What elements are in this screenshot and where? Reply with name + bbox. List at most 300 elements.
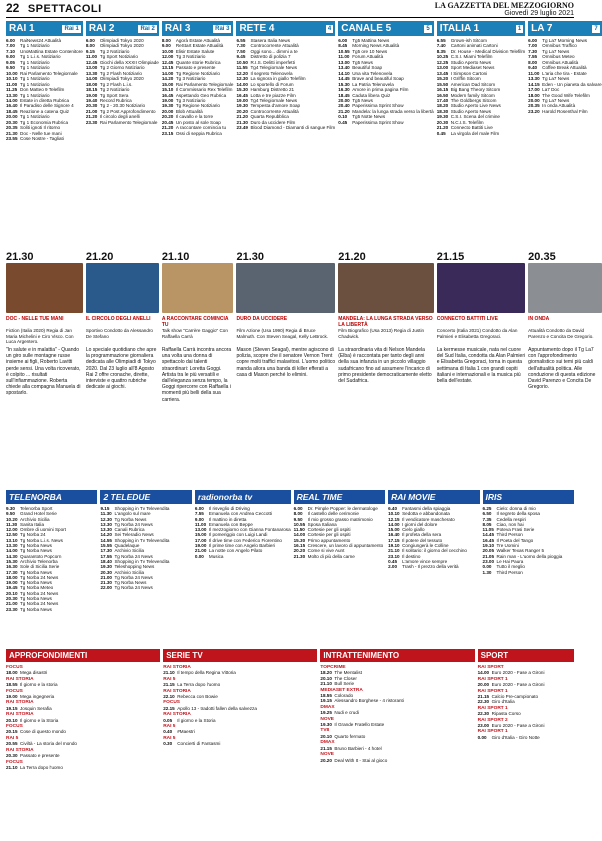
- schedule-time: 17.40: [436, 97, 449, 103]
- schedule-title: #Maestri: [177, 729, 195, 735]
- schedule-time: 14.00: [477, 670, 490, 676]
- schedule-time: 18.00: [6, 574, 18, 580]
- schedule-row[interactable]: [163, 741, 317, 746]
- schedule-time: 7.00: [528, 43, 538, 49]
- schedule-title: Deal With It - Stai al gioco: [334, 757, 388, 763]
- schedule-title: Agorà Estate Attualità: [175, 38, 220, 43]
- schedule-title: Musica: [208, 553, 224, 559]
- schedule-time: 13.00: [436, 65, 449, 71]
- schedule-title: Modern family Sitcom: [450, 92, 495, 98]
- schedule-time: 16.15: [293, 543, 306, 549]
- schedule-title: Tg Sport Notiziario: [99, 54, 138, 60]
- schedule-time: 16.40: [6, 103, 18, 109]
- schedule-time: 18.40: [100, 558, 112, 564]
- schedule-time: 16.40: [388, 532, 400, 538]
- channel-logo: Rai 3: [215, 25, 230, 32]
- schedule-time: 15.00: [388, 527, 400, 533]
- schedule-title: Trash - Il prezzo della verità: [402, 564, 459, 570]
- schedule-title: Big Bang Theory Sitcom: [450, 87, 501, 93]
- schedule-title: Rebecca con Bowie: [177, 694, 218, 700]
- schedule-title: Il prime time con Angelo Barbieri: [208, 543, 276, 549]
- schedule-title: Archivio Sicilia: [20, 516, 50, 522]
- schedule-row[interactable]: [86, 120, 159, 125]
- highlight-title[interactable]: MANDELA: LA LUNGA STRADA VERSO LA LIBERTÀ: [338, 316, 433, 328]
- schedule-time: 11.00: [194, 521, 207, 527]
- highlight-title[interactable]: DURO DA UCCIDERE: [236, 316, 288, 322]
- highlight-description: "In salute e in malattia" - Quando un giro sulle montagne russe insieme ai figli, Roberto Lavitti perde sensi. Una volta ricoverato, è colpito ... risultati sull'infiammazione. Roberta chiede alla compagna Manuela di spostarlo.: [6, 347, 81, 397]
- schedule-title: Blob Attualità: [175, 108, 203, 114]
- schedule-title: Tg Norba 24 News: [20, 601, 59, 607]
- schedule-title: Civiltà - La storia del mondo: [20, 741, 77, 747]
- schedule-title: Tg5 News: [352, 97, 373, 103]
- section-column: [6, 649, 160, 840]
- schedule-title: Tg Norba News: [20, 606, 52, 612]
- highlight-title[interactable]: IN ONDA: [528, 316, 550, 322]
- schedule-title: Tg Norba 24 News: [20, 574, 59, 580]
- schedule-time: 8.05: [482, 521, 492, 527]
- schedule-row[interactable]: [6, 753, 160, 758]
- schedule-time: 7.35: [482, 516, 492, 522]
- section-channel: RAI STORIA: [6, 712, 34, 718]
- schedule-row[interactable]: [195, 554, 291, 559]
- highlight-time: 21.30: [6, 251, 34, 263]
- channel-column: [6, 21, 83, 412]
- schedule-time: 14.45: [482, 532, 495, 538]
- schedule-row[interactable]: [6, 607, 97, 612]
- schedule-title: Dr. Pimple Popper: le dermatologe: [307, 506, 378, 511]
- section-header: INTRATTENIMENTO: [320, 649, 474, 662]
- highlight-time: 20.35: [528, 251, 556, 263]
- schedule-title: Il destino: [402, 553, 421, 559]
- schedule-title: Passato e presente: [20, 753, 60, 759]
- schedule-title: La7 Doc: [542, 87, 560, 93]
- schedule-time: 17.00: [194, 537, 207, 543]
- schedule-time: 19.45: [6, 585, 18, 591]
- schedule-row[interactable]: [163, 706, 317, 711]
- schedule-time: 21.10: [320, 681, 332, 687]
- schedule-title: Il Grande Fratello Estate: [334, 722, 385, 728]
- local-channel-column: [6, 490, 97, 642]
- schedule-title: Sei Teleradio News: [114, 532, 154, 538]
- schedule-title: Ripasta Corso: [491, 711, 521, 717]
- schedule-row[interactable]: [320, 722, 474, 727]
- schedule-title: Euro 2020 - Fase a Gironi: [491, 723, 545, 729]
- schedule-row[interactable]: [483, 570, 574, 575]
- schedule-row[interactable]: [163, 670, 317, 675]
- schedule-time: 6.40: [388, 506, 398, 511]
- schedule-title: Shopping in Tv Televendita: [114, 558, 170, 564]
- schedule-title: Archivio Sicilia: [114, 569, 145, 575]
- section-header: SPORT: [478, 649, 574, 662]
- schedule-row[interactable]: [6, 729, 160, 734]
- schedule-title: Tempesta d'amore Soap: [250, 103, 301, 109]
- schedule-time: 19.30: [161, 103, 174, 109]
- schedule-time: 9.30: [6, 506, 15, 511]
- schedule-time: 11.00: [6, 81, 18, 87]
- schedule-time: 15.00: [194, 532, 207, 538]
- schedule-title: Tg5 Mattina News: [352, 38, 390, 43]
- schedule-time: 14.00: [236, 81, 248, 87]
- schedule-time: 16.45: [482, 537, 495, 543]
- highlight: [236, 251, 335, 412]
- schedule-time: 7.55: [528, 54, 538, 60]
- schedule-title: Tg 2 Notiziario: [99, 48, 130, 54]
- schedule-title: Grand Hotel Serie: [20, 511, 57, 517]
- schedule-time: 15.10: [161, 87, 174, 93]
- schedule-time: 15.30: [338, 81, 350, 87]
- schedule-time: 14.00: [161, 70, 174, 76]
- schedule-time: 0.40: [163, 729, 173, 735]
- schedule-title: Archivio Sicilia: [114, 548, 145, 554]
- schedule-title: Forum Attualità: [352, 54, 384, 60]
- schedule-row[interactable]: [478, 735, 574, 740]
- schedule-row[interactable]: [6, 718, 160, 723]
- schedule-time: 22.00: [100, 585, 112, 591]
- highlight-photo: [162, 263, 234, 313]
- schedule-time: 14.00: [293, 532, 306, 538]
- schedule-time: 19.10: [482, 543, 495, 549]
- schedule-title: La signora in giallo Telefilm: [250, 76, 306, 82]
- schedule-title: Omnibus Attualità: [542, 59, 579, 65]
- schedule-title: Controcorrente Attualità: [250, 108, 299, 114]
- page-number: 22: [6, 1, 20, 15]
- channel-logo: Rai 2: [140, 25, 155, 32]
- section-channel: RAI 5: [6, 735, 19, 741]
- schedule-time: 9.00: [161, 43, 171, 49]
- schedule-title: Tg 1 Notiziario: [20, 59, 50, 65]
- schedule-title: Doc - Nelle tue mani: [20, 130, 62, 136]
- schedule-time: 21.20: [85, 114, 98, 120]
- schedule-title: Tg 2 Flash Notiziario: [99, 70, 142, 76]
- schedule-title: Tg La7 News: [542, 48, 570, 54]
- schedule-time: 20.35: [528, 103, 540, 109]
- schedule-time: 23.55: [6, 136, 18, 142]
- schedule-time: 11.50: [293, 527, 305, 533]
- schedule-title: Il giorno e la Storia: [20, 717, 59, 723]
- schedule-time: 21.30: [293, 553, 306, 559]
- schedule-row[interactable]: [437, 131, 525, 136]
- schedule-time: 13.10: [6, 537, 18, 543]
- schedule-title: L'aria che tira - Estate: [542, 70, 587, 76]
- highlight-photo: [86, 263, 159, 313]
- schedule-time: 20.30: [6, 753, 18, 759]
- schedule-title: Tg 3 Notiziario: [175, 54, 206, 60]
- schedule-time: 19.00: [161, 97, 174, 103]
- schedule-title: Tg5 News: [352, 59, 373, 65]
- highlight-description: La straordinaria vita di Nelson Mandela (Elba) è raccontata per tanto degli anni della sua infanzia in un piccolo villaggio sudafricano fino ad assumere l'incarico di primo presidente democraticamente eletto del Sudafrica.: [338, 347, 432, 385]
- schedule-time: 13.30: [100, 527, 112, 533]
- highlight-description: Appuntamento dopo il Tg La7 con l'approfondimento giornalistico sui temi più caldi dell'attualità politica. Alle conduzione di questa edizione David Parenzo e Concita De Gregorio.: [528, 347, 596, 391]
- schedule-title: Il potere del tessuto: [402, 537, 443, 543]
- schedule-row[interactable]: [388, 564, 479, 569]
- schedule-time: 0.45: [338, 119, 348, 125]
- schedule-time: 16.15: [436, 87, 449, 93]
- schedule-row[interactable]: [320, 734, 474, 739]
- schedule-time: 21.30: [6, 130, 18, 136]
- highlight-photo: [528, 263, 602, 313]
- schedule-title: The Closer: [334, 675, 357, 681]
- schedule-title: Congiungerà le Colline: [402, 543, 449, 549]
- schedule-title: La Patria Telenovela: [352, 81, 394, 87]
- schedule-time: 18.55: [6, 682, 18, 688]
- schedule-list: [6, 504, 97, 642]
- schedule-time: 20.30: [6, 119, 18, 125]
- schedule-title: Walker Texas Ranger 5: [496, 548, 545, 554]
- schedule-time: 11.30: [6, 521, 18, 527]
- schedule-title: Tg Norba Meteo: [20, 585, 54, 591]
- schedule-title: Rain man - L'uomo della pioggia: [496, 553, 563, 559]
- highlight-time: 21.10: [161, 251, 190, 263]
- schedule-title: Quarantoto Popcorn: [20, 553, 62, 559]
- schedule-title: Un posto al sole Soap: [175, 119, 221, 125]
- schedule-title: Bruno Barbieri - 4 hotel: [334, 745, 382, 751]
- schedule-title: Tg Norba News: [20, 548, 52, 554]
- schedule-time: 12.50: [6, 532, 18, 538]
- highlight-subtitle: Attualità Condotto da David Parenzo e Concita De Gregorio.: [528, 328, 594, 339]
- section-column: [163, 649, 317, 840]
- local-channels-grid: [6, 490, 574, 642]
- schedule-row[interactable]: [528, 109, 602, 114]
- schedule-time: 19.30: [436, 114, 449, 120]
- schedule-title: Cose di questo mondo: [20, 729, 66, 735]
- schedule-title: Tg Norba 24 News: [114, 574, 153, 580]
- schedule-title: Tg4 Telegiornale News: [250, 65, 298, 71]
- schedule-title: Il Poeta del Tango: [496, 537, 534, 543]
- schedule-row[interactable]: [163, 694, 317, 699]
- channel-column: [437, 21, 525, 412]
- local-channel-column: [195, 490, 291, 642]
- local-channel-header: REAL TIME: [294, 490, 385, 504]
- schedule-row[interactable]: [6, 706, 160, 711]
- schedule-title: Harold Rosenthal Film: [542, 108, 588, 114]
- section-column: [478, 649, 574, 840]
- highlight: [338, 251, 433, 412]
- schedule-list: [338, 36, 433, 248]
- schedule-title: Tg Norba L.i.s. News: [20, 537, 63, 543]
- schedule-time: 7.30: [528, 48, 538, 54]
- highlight-title[interactable]: IL CIRCOLO DEGLI ANELLI: [85, 316, 151, 322]
- section-channel: DMAX: [320, 740, 335, 746]
- schedule-title: Amore in prima pagina Film: [352, 87, 409, 93]
- schedule-time: 15.50: [436, 81, 449, 87]
- schedule-title: Tg 2 - 20.30 Notiziario: [99, 103, 146, 109]
- schedule-time: 19.30: [320, 722, 332, 728]
- local-channel-column: [100, 490, 191, 642]
- schedule-title: Sposa Italiana: [307, 521, 337, 527]
- schedule-row[interactable]: [478, 723, 574, 728]
- schedule-row[interactable]: [478, 711, 574, 716]
- schedule-title: Record Rubrica: [99, 97, 132, 103]
- highlight-photo: [437, 263, 525, 313]
- channel-name: RETE 4: [239, 23, 275, 34]
- schedule-time: 8.00: [528, 59, 538, 65]
- schedule-title: Colorado: [334, 693, 354, 699]
- schedule-row[interactable]: [320, 758, 474, 763]
- section-channel: FOCUS: [6, 724, 23, 730]
- schedule-time: 6.00: [528, 38, 538, 43]
- schedule-row[interactable]: [6, 670, 160, 675]
- schedule-time: 6.00: [194, 506, 204, 511]
- section-channel: RAI STORIA: [6, 676, 34, 682]
- schedule-row[interactable]: [163, 729, 317, 734]
- schedule-title: Brave and beautiful Soap: [352, 76, 404, 82]
- section-channel: RAI STORIA: [6, 747, 34, 753]
- schedule-row[interactable]: [6, 765, 160, 770]
- schedule-title: Mega ingegneria: [20, 694, 55, 700]
- highlight-title[interactable]: A RACCONTARE COMINCIA TU: [161, 316, 229, 328]
- schedule-time: 21.10: [388, 548, 400, 554]
- schedule-title: Sedotta e abbandonata: [402, 511, 450, 517]
- schedule-title: Il vendicatore mascherato: [402, 516, 455, 522]
- highlight-photo: [338, 263, 433, 313]
- schedule-title: L'amore vince sempre: [402, 558, 448, 564]
- schedule-time: 20.20: [161, 114, 174, 120]
- schedule-time: 14.10: [338, 70, 350, 76]
- schedule-title: Poteva Frasi Serie: [496, 527, 535, 533]
- schedule-time: 19.00: [236, 97, 248, 103]
- schedule-title: Don Matteo 9 Telefilm: [20, 87, 65, 93]
- schedule-time: 0.45: [388, 558, 398, 564]
- schedule-time: 21.10: [6, 764, 18, 770]
- schedule-title: Tg Norba 24 News: [114, 521, 153, 527]
- schedule-title: Cedella respiri: [496, 516, 526, 522]
- schedule-title: Euro 2020 - Fase a Gironi: [491, 682, 545, 688]
- schedule-row[interactable]: [100, 585, 191, 590]
- schedule-row[interactable]: [478, 670, 574, 675]
- section-channel: RAI STORIA: [6, 700, 34, 706]
- schedule-title: Quante storie Rubrica: [175, 59, 221, 65]
- schedule-row[interactable]: [162, 131, 234, 136]
- schedule-title: Cortesie per gli ospiti: [307, 527, 351, 533]
- schedule-time: 19.00: [6, 580, 18, 586]
- schedule-title: Ossi di seppia Rubrica: [175, 130, 222, 136]
- highlight-title[interactable]: CONNECTO BATTITI LIVE: [436, 316, 498, 322]
- schedule-row[interactable]: [320, 681, 474, 686]
- schedule-list: [6, 36, 83, 248]
- schedule-row[interactable]: [6, 682, 160, 687]
- channel-name: RAI 1: [9, 23, 35, 34]
- schedule-time: 10.20: [6, 516, 18, 522]
- schedule-row[interactable]: [478, 699, 574, 704]
- schedule-time: 11.25: [6, 87, 18, 93]
- schedule-title: Olimpiadi Tokyo 2020: [99, 38, 144, 43]
- schedule-title: Tg Norba 24 News: [20, 590, 59, 596]
- schedule-time: 14.45: [338, 76, 350, 82]
- schedule-row[interactable]: [163, 682, 317, 687]
- schedule-title: Giro d'Italia - Giro Notte: [491, 734, 540, 740]
- schedule-row[interactable]: [294, 554, 385, 559]
- schedule-time: 18.20: [436, 103, 449, 109]
- schedule-list: [86, 36, 159, 248]
- schedule-title: Il solitario: il giorno del cecchino: [402, 548, 467, 554]
- schedule-time: 15.30: [236, 87, 248, 93]
- schedule-title: Le Hai Paura: [496, 558, 524, 564]
- schedule-title: I Simpson Cartoni: [450, 70, 488, 76]
- schedule-row[interactable]: [320, 746, 474, 751]
- schedule-title: Tg Norba News: [20, 596, 52, 602]
- schedule-time: 21.15: [320, 745, 332, 751]
- schedule-title: Paperissima Sprint Show: [352, 119, 404, 125]
- highlight-description: Lo speciale quotidiano che apre la programmazione giornaliera dedicata alle Olimpiadi di Tokyo 2020. Dal 23 luglio all'8 Agosto Rai 2 offre cronache, dirette, interviste e quattro rubriche dedicate ai giochi.: [85, 347, 157, 391]
- schedule-time: 0.00: [482, 564, 492, 570]
- schedule-time: 23.10: [388, 553, 400, 559]
- schedule-time: 19.30: [100, 564, 112, 570]
- schedule-time: 13.40: [338, 65, 350, 71]
- schedule-title: Duro da uccidere Film: [250, 119, 296, 125]
- schedule-title: Studio Aperto News: [450, 108, 492, 114]
- schedule-title: Tg Norba News: [20, 580, 52, 586]
- channel-header: [236, 21, 335, 36]
- schedule-time: 13.15: [161, 65, 174, 71]
- schedule-title: Tg Sport Sera: [99, 92, 129, 98]
- schedule-title: Emanuela con Andrea Ceccotti: [208, 511, 272, 517]
- highlight-title[interactable]: DOC - NELLE TUE MANI: [6, 316, 64, 322]
- schedule-time: 13.30: [6, 543, 18, 549]
- schedule-row[interactable]: [478, 682, 574, 687]
- schedule-time: 17.30: [100, 548, 112, 554]
- schedule-time: 19.30: [236, 103, 248, 109]
- schedule-title: Coffee Break Attualità: [542, 65, 587, 71]
- schedule-title: Shopping in Tv Televendita: [114, 537, 170, 543]
- section-channel: FOCUS: [163, 700, 180, 706]
- channel-header: [338, 21, 433, 36]
- schedule-time: 21.00: [100, 574, 112, 580]
- local-channel-header: TELENORBA: [6, 490, 97, 504]
- schedule-time: 19.00: [85, 92, 98, 98]
- channel-header: [86, 21, 159, 36]
- schedule-row[interactable]: [163, 718, 317, 723]
- schedule-time: 12.20: [236, 70, 248, 76]
- schedule-title: The Mentalist: [334, 670, 362, 676]
- schedule-title: Ciao, non hai: [496, 521, 524, 527]
- schedule-time: 18.15: [85, 87, 98, 93]
- schedule-time: 14.00: [6, 97, 18, 103]
- schedule-list: [100, 504, 191, 642]
- schedule-title: Il Paradiso delle Signore 4: [20, 103, 74, 109]
- schedule-title: Tg 2 Notiziario: [99, 87, 130, 93]
- schedule-row[interactable]: [6, 741, 160, 746]
- schedule-title: Paperissima Sprint Show: [352, 103, 404, 109]
- schedule-time: 19.15: [320, 698, 332, 704]
- schedule-row[interactable]: [320, 698, 474, 703]
- schedule-row[interactable]: [6, 136, 83, 141]
- schedule-time: 10.50: [236, 59, 248, 65]
- schedule-time: 21.20: [436, 125, 449, 131]
- schedule-title: Calcio Pre-campionato: [491, 694, 539, 700]
- highlight: [162, 251, 234, 412]
- schedule-title: Tg 1 Notiziario: [20, 65, 50, 71]
- schedule-list: [195, 504, 291, 642]
- section-channel: RAI STORIA: [163, 665, 191, 670]
- schedule-row[interactable]: [338, 120, 433, 125]
- local-channel-column: [483, 490, 574, 642]
- schedule-time: 6.00: [6, 38, 15, 43]
- schedule-row[interactable]: [6, 694, 160, 699]
- schedule-title: Come si vive Aunt: [307, 548, 345, 554]
- schedule-time: 16.30: [338, 87, 350, 93]
- schedule-time: 21.15: [477, 694, 490, 700]
- schedule-title: Tg5 Notte News: [352, 114, 386, 120]
- schedule-time: 18.45: [6, 108, 18, 114]
- section-channel: RAI SPORT 1: [477, 688, 508, 694]
- schedule-title: Tg 1 Economia Rubrica: [20, 119, 69, 125]
- schedule-row[interactable]: [236, 125, 335, 130]
- schedule-time: 9.45: [236, 54, 246, 60]
- schedule-time: 16.45: [161, 92, 174, 98]
- schedule-row[interactable]: [320, 710, 474, 715]
- schedule-time: 18.00: [85, 81, 98, 87]
- schedule-time: 13.00: [85, 65, 98, 71]
